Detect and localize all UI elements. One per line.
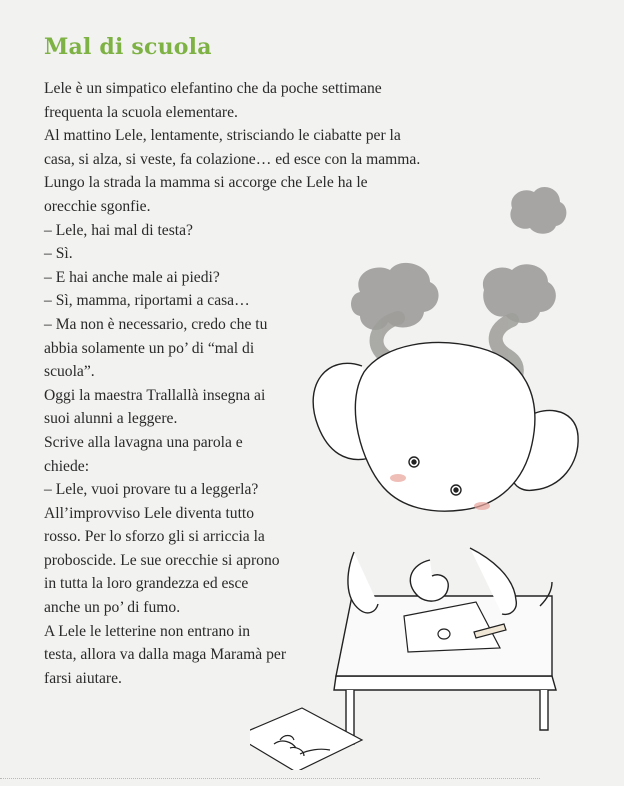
text-line: testa, allora va dalla maga Maramà per (44, 646, 287, 664)
text-line: suoi alunni a leggere. (44, 410, 178, 428)
smoke-puffs (351, 187, 566, 330)
elephant-illustration (250, 170, 590, 770)
text-line: Al mattino Lele, lentamente, strisciando le ciabatte per la (44, 127, 401, 145)
text-line: farsi aiutare. (44, 669, 122, 687)
text-line: orecchie sgonfie. (44, 197, 151, 215)
text-line: – Sì, mamma, riportami a casa… (44, 292, 250, 310)
story-title: Mal di scuola (44, 34, 212, 60)
text-line: Lungo la strada la mamma si accorge che Lele ha le (44, 174, 368, 192)
text-line: Scrive alla lavagna una parola e (44, 433, 243, 451)
drawing-on-floor (250, 708, 362, 770)
text-line: Oggi la maestra Trallallà insegna ai (44, 386, 266, 404)
text-line: scuola”. (44, 363, 95, 381)
text-line: rosso. Per lo sforzo gli si arriccia la (44, 528, 265, 546)
text-line: frequenta la scuola elementare. (44, 103, 238, 121)
text-line: – Lele, hai mal di testa? (44, 221, 193, 239)
text-line: abbia solamente un po’ di “mal di (44, 339, 255, 357)
text-line: – E hai anche male ai piedi? (44, 268, 220, 286)
bottom-rule (0, 778, 540, 779)
text-line: – Lele, vuoi provare tu a leggerla? (44, 481, 259, 499)
text-line: – Ma non è necessario, credo che tu (44, 315, 268, 333)
text-line: Lele è un simpatico elefantino che da poche settimane (44, 80, 382, 97)
text-line: casa, si alza, si veste, fa colazione… ed esce con la mamma. (44, 150, 421, 168)
text-line: – Sì. (44, 245, 73, 263)
text-line: in tutta la loro grandezza ed esce (44, 575, 249, 593)
elephant (313, 343, 578, 615)
text-line: anche un po’ di fumo. (44, 599, 181, 617)
text-line: chiede: (44, 457, 90, 475)
text-line: proboscide. Le sue orecchie si aprono (44, 551, 280, 569)
text-line: All’improvviso Lele diventa tutto (44, 504, 255, 522)
text-line: A Lele le letterine non entrano in (44, 622, 251, 640)
